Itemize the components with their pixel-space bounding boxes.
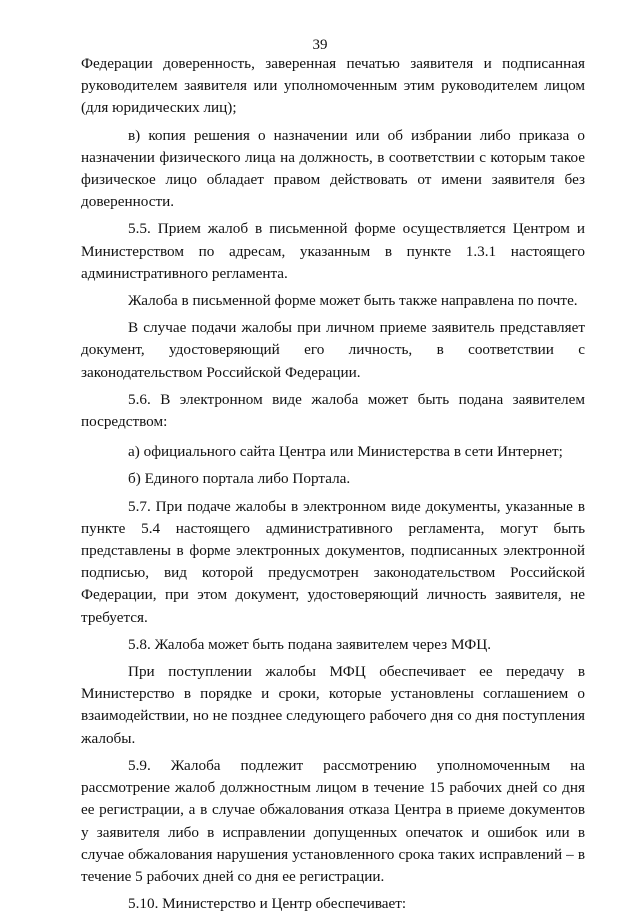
paragraph-mfc: При поступлении жалобы МФЦ обеспечивает ее передачу в Министерство в порядке и сроки, которые установлены соглашением о взаимодействии, но не позднее следующего рабочего дня со дня поступления жалобы.: [81, 663, 585, 747]
paragraph-item-v: в) копия решения о назначении или об избрании либо приказа о назначении физического лица на должность, в соответствии с которым такое физическое лицо обладает правом действовать от имени заявителя без доверенности.: [81, 126, 585, 211]
paragraph-item-b: б) Единого портала либо Портала.: [128, 470, 351, 488]
paragraph-5-8: 5.8. Жалоба может быть подана заявителем через МФЦ.: [128, 635, 492, 653]
paragraph-5-10: 5.10. Министерство и Центр обеспечивает:: [128, 895, 407, 913]
paragraph-5-7: 5.7. При подаче жалобы в электронном виде документы, указанные в пункте 5.4 настоящего административного регламента, могут быть представлены в форме электронных документов, подписанных электронной подписью, вид которой предусмотрен законодательством Российской Федерации, при этом документ, удостоверяющий личность заявителя, не требуется.: [81, 497, 585, 626]
paragraph-item-a: а) официального сайта Центра или Министерства в сети Интернет;: [128, 443, 563, 461]
paragraph-continuation: Федерации доверенность, заверенная печатью заявителя и подписанная руководителем заявителя или уполномоченным этим руководителем лицом (для юридических лиц);: [81, 55, 585, 117]
page-number: 39: [312, 37, 328, 53]
paragraph-mail: Жалоба в письменной форме может быть также направлена по почте.: [128, 292, 578, 310]
body-text: [81, 53, 585, 915]
paragraph-personal-reception: В случае подачи жалобы при личном приеме заявитель представляет документ, удостоверяющий его личность, в соответствии с законодательством Российской Федерации.: [81, 319, 585, 381]
paragraph-5-5: 5.5. Прием жалоб в письменной форме осуществляется Центром и Министерством по адресам, указанным в пункте 1.3.1 настоящего административного регламента.: [81, 220, 585, 282]
paragraph-5-9: 5.9. Жалоба подлежит рассмотрению уполномоченным на рассмотрение жалоб должностным лицом в течение 15 рабочих дней со дня ее регистрации, а в случае обжалования отказа Центра в приеме документов у заявителя либо в исправлении допущенных опечаток и ошибок или в случае обжалования нарушения установленного срока таких исправлений – в течение 5 рабочих дней со дня ее регистрации.: [81, 756, 585, 885]
paragraph-5-6: 5.6. В электронном виде жалоба может быть подана заявителем посредством:: [81, 390, 585, 431]
